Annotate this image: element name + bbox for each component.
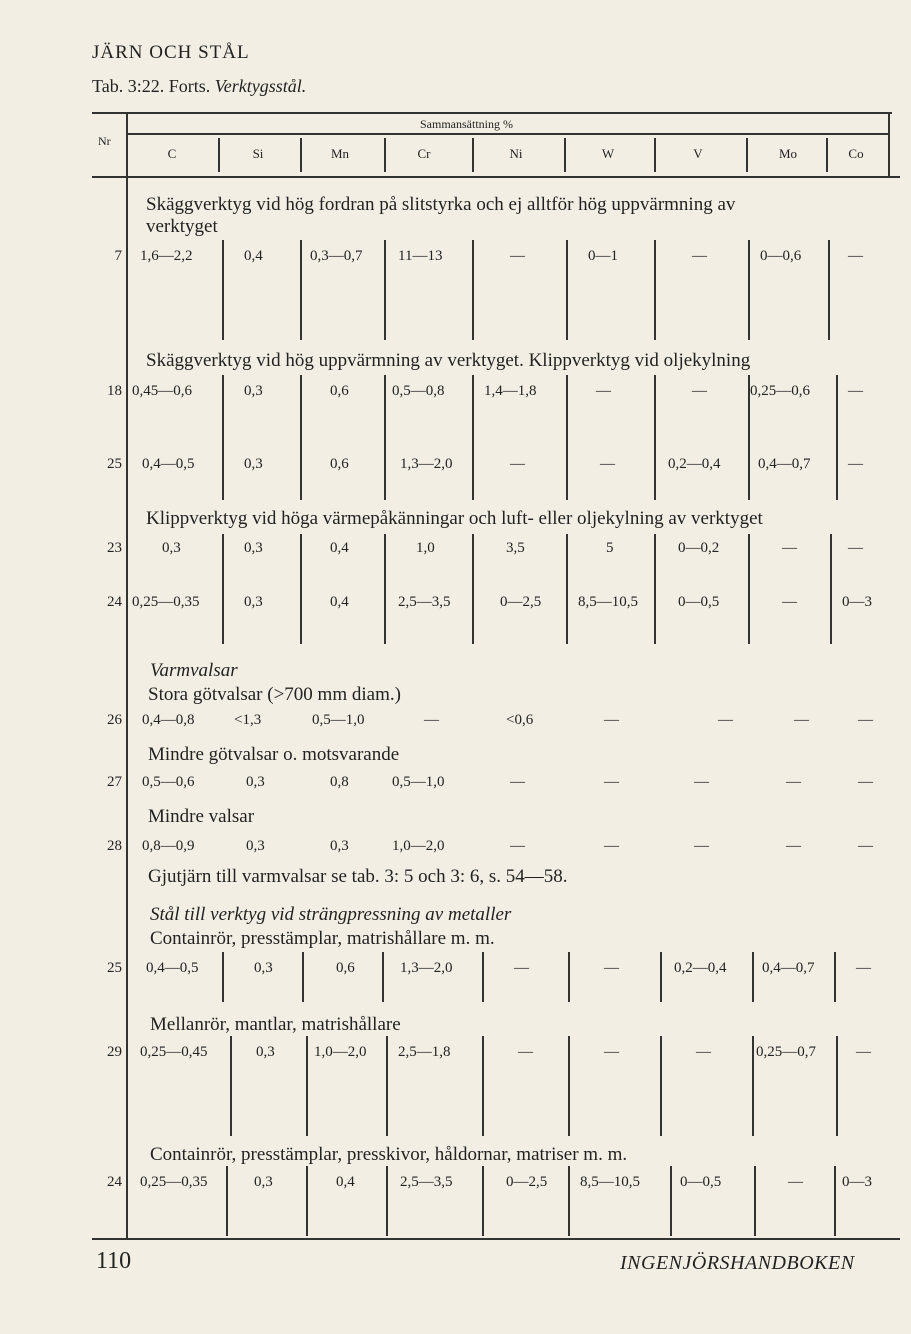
table-bottom-rule (92, 1238, 900, 1240)
cell-mo: 0,25—0,6 (750, 383, 810, 399)
body-rule-si (222, 375, 224, 500)
body-rule-cr (384, 240, 386, 340)
page-number: 110 (96, 1248, 132, 1274)
cell-mo: — (794, 712, 809, 728)
body-rule-ni (472, 375, 474, 500)
cell-mn: 0,5—1,0 (312, 712, 365, 728)
running-title: JÄRN OCH STÅL (92, 42, 250, 63)
body-rule-si (222, 952, 224, 1002)
cell-cr: 11—13 (398, 248, 443, 264)
row-nr: 26 (107, 712, 122, 728)
row-nr: 18 (107, 383, 122, 399)
cell-w: — (600, 456, 615, 472)
row-nr: 7 (114, 248, 122, 264)
header-sep-6 (654, 138, 656, 172)
cell-mn: 0,3—0,7 (310, 248, 363, 264)
cell-ni: 1,4—1,8 (484, 383, 537, 399)
cell-co: — (858, 712, 873, 728)
cell-mn: 0,6 (330, 383, 349, 399)
cell-co: — (848, 383, 863, 399)
body-rule-v (660, 1036, 662, 1136)
cell-c: 1,6—2,2 (140, 248, 193, 264)
body-rule-w (566, 375, 568, 500)
cell-si: 0,3 (244, 383, 263, 399)
header-sep-2 (300, 138, 302, 172)
body-rule-cr (382, 952, 384, 1002)
cell-mo: 0,25—0,7 (756, 1044, 816, 1060)
cell-mn: 0,4 (330, 540, 349, 556)
cell-cr: 2,5—1,8 (398, 1044, 451, 1060)
cell-c: 0,4—0,5 (142, 456, 195, 472)
body-rule-mo (754, 1166, 756, 1236)
header-sep-8 (826, 138, 828, 172)
cell-si: <1,3 (234, 712, 262, 728)
col-w: W (601, 146, 615, 161)
col-c: C (167, 146, 177, 161)
cell-w: — (596, 383, 611, 399)
cell-mn: 0,3 (330, 838, 349, 854)
composition-rule (128, 133, 888, 135)
cell-co: — (858, 774, 873, 790)
cell-c: 0,4—0,5 (146, 960, 199, 976)
cell-mn: 0,6 (336, 960, 355, 976)
section-heading-5: Stål till verktyg vid strängpressning av metaller (150, 904, 512, 925)
body-rule-si (222, 534, 224, 644)
body-rule-si (226, 1166, 228, 1236)
section-heading-3: Klippverktyg vid höga värmepåkänningar och luft- eller oljekylning av verktyget (146, 508, 763, 529)
body-rule-co (834, 952, 836, 1002)
cell-mo: 0—0,6 (760, 248, 802, 264)
subheading-4d: Gjutjärn till varmvalsar se tab. 3: 5 och 3: 6, s. 54—58. (148, 866, 568, 887)
cell-mo: 0,4—0,7 (762, 960, 815, 976)
cell-cr: 0,5—1,0 (392, 774, 445, 790)
cell-si: 0,3 (244, 540, 263, 556)
subheading-4a: Stora götvalsar (>700 mm diam.) (148, 684, 401, 705)
nr-header: Nr (98, 134, 111, 148)
cell-mo: — (788, 1174, 803, 1190)
cell-cr: 1,3—2,0 (400, 960, 453, 976)
body-rule-co (834, 1166, 836, 1236)
cell-cr: 2,5—3,5 (400, 1174, 453, 1190)
table-top-rule (92, 112, 892, 114)
cell-cr: 0,5—0,8 (392, 383, 445, 399)
cell-mn: 1,0—2,0 (314, 1044, 367, 1060)
subheading-4b: Mindre götvalsar o. motsvarande (148, 744, 400, 765)
section-heading-4: Varmvalsar (150, 660, 238, 681)
cell-co: — (848, 540, 863, 556)
body-rule-w (566, 534, 568, 644)
subheading-5a: Containrör, presstämplar, matrishållare m. m. (150, 928, 495, 949)
composition-header: Sammansättning % (420, 117, 513, 131)
body-rule-co (836, 375, 838, 500)
row-nr: 25 (107, 960, 122, 976)
col-mn: Mn (330, 146, 350, 161)
header-sep-4 (472, 138, 474, 172)
cell-si: 0,4 (244, 248, 263, 264)
cell-c: 0,4—0,8 (142, 712, 195, 728)
body-rule-v (654, 534, 656, 644)
cell-co: — (848, 456, 863, 472)
table-ref: Tab. 3:22. Forts. (92, 76, 211, 96)
body-rule-cr (386, 1036, 388, 1136)
row-nr: 24 (107, 1174, 122, 1190)
header-sep-5 (564, 138, 566, 172)
cell-si: 0,3 (254, 1174, 273, 1190)
header-sep-7 (746, 138, 748, 172)
body-rule-mo (748, 534, 750, 644)
body-rule-mn (300, 534, 302, 644)
subheading-4c: Mindre valsar (148, 806, 255, 827)
cell-c: 0,3 (162, 540, 181, 556)
cell-si: 0,3 (254, 960, 273, 976)
cell-ni: — (510, 248, 525, 264)
body-rule-mo (752, 1036, 754, 1136)
row-nr: 23 (107, 540, 122, 556)
cell-mn: 0,6 (330, 456, 349, 472)
cell-v: — (694, 774, 709, 790)
cell-si: 0,3 (256, 1044, 275, 1060)
cell-v: 0,2—0,4 (674, 960, 727, 976)
cell-mo: 0,4—0,7 (758, 456, 811, 472)
body-rule-mn (300, 240, 302, 340)
body-rule-mo (748, 240, 750, 340)
body-rule-v (660, 952, 662, 1002)
cell-mn: 0,4 (330, 594, 349, 610)
cell-mo: — (786, 774, 801, 790)
cell-si: 0,3 (246, 774, 265, 790)
body-rule-ni (472, 240, 474, 340)
cell-co: — (856, 1044, 871, 1060)
cell-w: — (604, 774, 619, 790)
cell-ni: <0,6 (506, 712, 534, 728)
body-rule-mn (300, 375, 302, 500)
body-rule-ni (472, 534, 474, 644)
row-nr: 25 (107, 456, 122, 472)
book-title: INGENJÖRSHANDBOKEN (620, 1252, 855, 1274)
body-rule-ni (482, 1036, 484, 1136)
header-sep-1 (218, 138, 220, 172)
table-name: Verktygsstål. (214, 76, 307, 96)
cell-v: — (718, 712, 733, 728)
subheading-5b: Mellanrör, mantlar, matrishållare (150, 1014, 401, 1035)
cell-v: — (692, 383, 707, 399)
col-mo: Mo (778, 146, 798, 161)
row-nr: 27 (107, 774, 122, 790)
col-si: Si (252, 146, 264, 161)
cell-v: — (696, 1044, 711, 1060)
body-rule-ni (482, 952, 484, 1002)
cell-ni: — (510, 456, 525, 472)
cell-co: — (856, 960, 871, 976)
cell-mo: — (786, 838, 801, 854)
body-rule-mn (306, 1036, 308, 1136)
col-co: Co (848, 146, 864, 161)
cell-v: — (694, 838, 709, 854)
body-rule-w (568, 1166, 570, 1236)
body-rule-w (566, 240, 568, 340)
cell-ni: — (518, 1044, 533, 1060)
cell-si: 0,3 (246, 838, 265, 854)
cell-c: 0,5—0,6 (142, 774, 195, 790)
cell-co: — (848, 248, 863, 264)
cell-mn: 0,4 (336, 1174, 355, 1190)
cell-mo: — (782, 594, 797, 610)
body-rule-co (830, 534, 832, 644)
cell-w: 0—1 (588, 248, 618, 264)
row-nr: 28 (107, 838, 122, 854)
cell-cr: 1,0 (416, 540, 435, 556)
body-rule-co (836, 1036, 838, 1136)
body-rule-cr (384, 375, 386, 500)
body-rule-mn (302, 952, 304, 1002)
section-heading-1b: verktyget (146, 216, 218, 237)
body-rule-si (230, 1036, 232, 1136)
body-rule-w (568, 1036, 570, 1136)
body-rule-co (828, 240, 830, 340)
body-rule-w (568, 952, 570, 1002)
body-rule-cr (384, 534, 386, 644)
cell-mo: — (782, 540, 797, 556)
cell-ni: — (510, 774, 525, 790)
body-rule-ni (482, 1166, 484, 1236)
cell-co: — (858, 838, 873, 854)
body-rule-v (670, 1166, 672, 1236)
body-rule-mo (748, 375, 750, 500)
header-sep-3 (384, 138, 386, 172)
cell-c: 0,8—0,9 (142, 838, 195, 854)
cell-ni: — (510, 838, 525, 854)
cell-v: 0—0,5 (678, 594, 720, 610)
body-rule-v (654, 240, 656, 340)
cell-ni: — (514, 960, 529, 976)
col-cr: Cr (417, 146, 431, 161)
table-caption (92, 76, 306, 97)
table-header-rule (92, 176, 900, 178)
cell-w: 8,5—10,5 (578, 594, 638, 610)
cell-c: 0,45—0,6 (132, 383, 192, 399)
cell-w: 5 (606, 540, 614, 556)
cell-c: 0,25—0,35 (132, 594, 200, 610)
cell-w: — (604, 712, 619, 728)
col-v: V (693, 146, 703, 161)
cell-c: 0,25—0,45 (140, 1044, 208, 1060)
nr-column-rule (126, 112, 128, 1240)
body-rule-si (222, 240, 224, 340)
body-rule-mn (306, 1166, 308, 1236)
cell-v: 0—0,2 (678, 540, 720, 556)
cell-cr: — (424, 712, 439, 728)
cell-ni: 0—2,5 (506, 1174, 548, 1190)
section-heading-1: Skäggverktyg vid hög fordran på slitstyrka och ej alltför hög uppvärmning av (146, 194, 736, 215)
body-rule-cr (386, 1166, 388, 1236)
section-heading-2: Skäggverktyg vid hög uppvärmning av verktyget. Klippverktyg vid oljekylning (146, 350, 751, 371)
table-right-rule (888, 112, 890, 176)
cell-v: — (692, 248, 707, 264)
cell-si: 0,3 (244, 594, 263, 610)
body-rule-mo (752, 952, 754, 1002)
cell-v: 0,2—0,4 (668, 456, 721, 472)
cell-w: — (604, 960, 619, 976)
cell-w: 8,5—10,5 (580, 1174, 640, 1190)
cell-ni: 0—2,5 (500, 594, 542, 610)
row-nr: 29 (107, 1044, 122, 1060)
cell-cr: 1,3—2,0 (400, 456, 453, 472)
row-nr: 24 (107, 594, 122, 610)
cell-v: 0—0,5 (680, 1174, 722, 1190)
cell-mn: 0,8 (330, 774, 349, 790)
cell-c: 0,25—0,35 (140, 1174, 208, 1190)
cell-ni: 3,5 (506, 540, 525, 556)
cell-co: 0—3 (842, 1174, 872, 1190)
cell-cr: 1,0—2,0 (392, 838, 445, 854)
cell-cr: 2,5—3,5 (398, 594, 451, 610)
cell-w: — (604, 1044, 619, 1060)
body-rule-v (654, 375, 656, 500)
cell-w: — (604, 838, 619, 854)
cell-co: 0—3 (842, 594, 872, 610)
col-ni: Ni (509, 146, 523, 161)
cell-si: 0,3 (244, 456, 263, 472)
subheading-5c: Containrör, presstämplar, presskivor, håldornar, matriser m. m. (150, 1144, 628, 1165)
